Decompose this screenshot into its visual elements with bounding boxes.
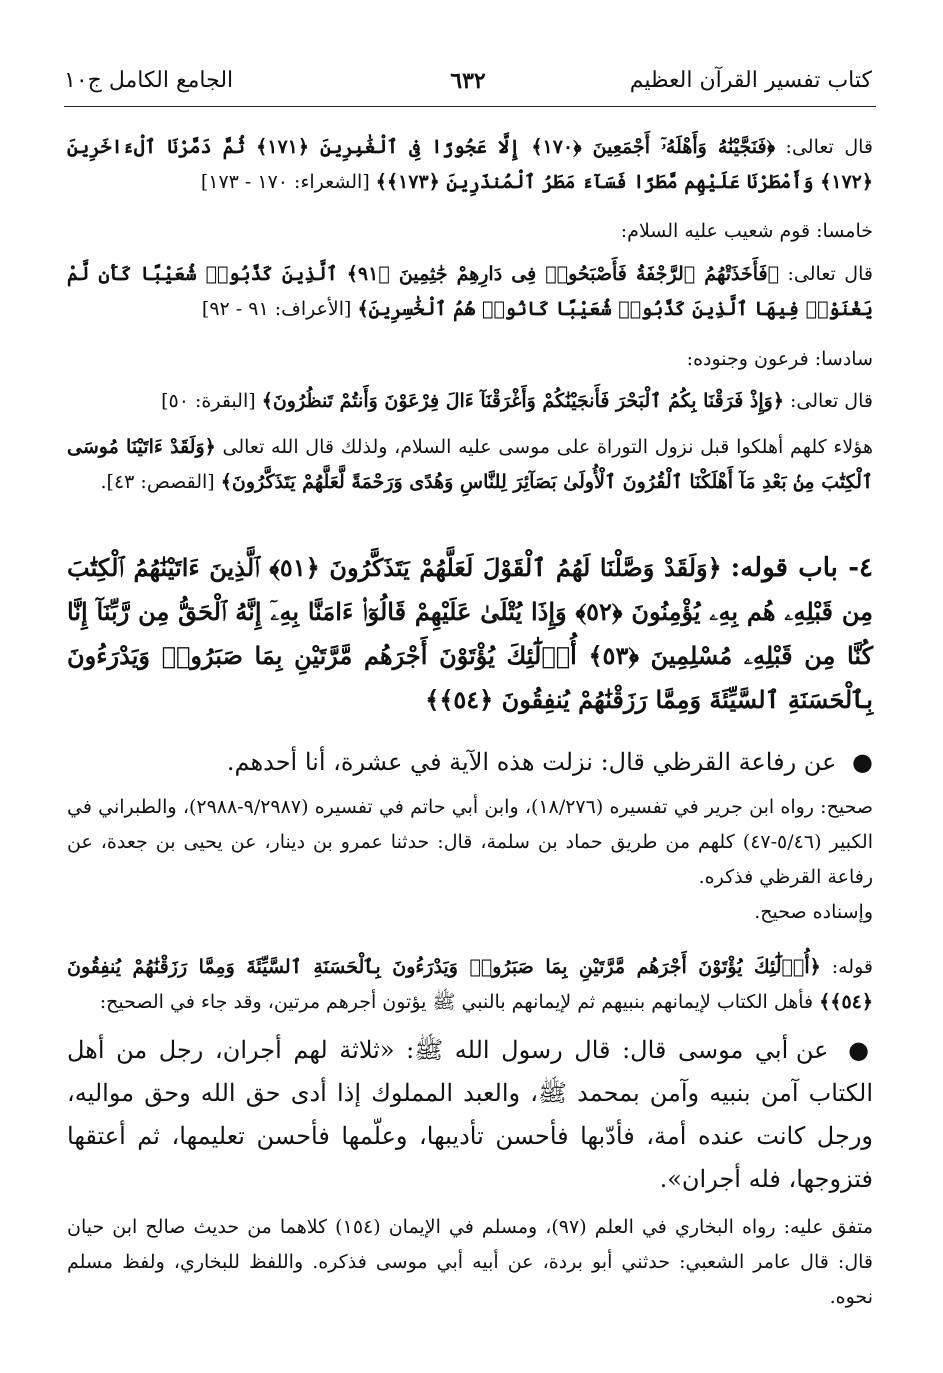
takhrij-text: متفق عليه: رواه البخاري في العلم (٩٧)، ومسلم في الإيمان (١٥٤) كلاهما من حديث صالح ابن حيان قال: قال عامر الشعبي: حدثني أبو بردة، عن أبيه أبي موسى فذكره. واللفظ للبخاري، ولفظ مسلم نحوه. xyxy=(67,1216,873,1308)
verse-reference: [الشعراء: ١٧٠ - ١٧٣] xyxy=(200,171,370,193)
section-pharaoh xyxy=(67,342,873,377)
hadith-paragraph xyxy=(67,740,873,784)
verse-paragraph xyxy=(67,257,873,327)
verse-block-lut xyxy=(67,130,873,200)
quran-quote: ﴿وَلَقَدْ وَصَّلْنَا لَهُمُ ٱلْقَوْلَ لَعَلَّهُمْ يَتَذَكَّرُونَ ﴿٥١﴾ ٱلَّذِينَ ءَاتَيْنَٰهُمُ ٱلْكِتَٰبَ مِن قَبْلِهِۦ هُم بِهِۦ يُؤْمِنُونَ ﴿٥٢﴾ وَإِذَا يُتْلَىٰ عَلَيْهِمْ قَالُوٓا۟ ءَامَنَّا بِهِۦٓ إِنَّهُ ٱلْحَقُّ مِن رَّبِّنَآ إِنَّا كُنَّا مِن قَبْلِهِۦ مُسْلِمِينَ ﴿٥٣﴾ أُو۟لَٰٓئِكَ يُؤْتَوْنَ أَجْرَهُم مَّرَّتَيْنِ بِمَا صَبَرُوا۟ وَيَدْرَءُونَ بِٱلْحَسَنَةِ ٱلسَّيِّئَةَ وَمِمَّا رَزَقْنَٰهُمْ يُنفِقُونَ ﴿٥٤﴾﴾ xyxy=(67,553,873,714)
hadith-text: عن رفاعة القرظي قال: نزلت هذه الآية في عشرة، أنا أحدهم. xyxy=(226,748,837,776)
quran-quote: ﴿فَنَجَّيْنَٰهُ وَأَهْلَهُۥٓ أَجْمَعِينَ ﴿١٧٠﴾ إِلَّا عَجُوزًا فِى ٱلْغَٰبِرِينَ ﴿١٧١﴾ ثُمَّ دَمَّرْنَا ٱلْءَاخَرِينَ ﴿١٧٢﴾ وَأَمْطَرْنَا عَلَيْهِم مَّطَرًا فَسَآءَ مَطَرُ ٱلْمُنذَرِينَ ﴿١٧٣﴾﴾ xyxy=(67,136,873,193)
section-heading: خامسا: قوم شعيب عليه السلام: xyxy=(620,220,873,242)
hadith-rifaa xyxy=(67,740,873,784)
bullet-icon: ● xyxy=(848,1035,873,1064)
quran-quote: ﴿وَلَقَدْ ءَاتَيْنَا مُوسَى ٱلْكِتَٰبَ مِنۢ بَعْدِ مَآ أَهْلَكْنَا ٱلْقُرُونَ ٱلْأُولَىٰ بَصَآئِرَ لِلنَّاسِ وَهُدًى وَرَحْمَةً لَّعَلَّهُمْ يَتَذَكَّرُونَ﴾ xyxy=(67,436,873,493)
pharaoh-commentary xyxy=(67,430,873,500)
chapter-4-block xyxy=(67,546,873,722)
hadith-text: عن أبي موسى قال: قال رسول الله ﷺ: «ثلاثة لهم أجران، رجل من أهل الكتاب آمن بنبيه وآمن بمحمد ﷺ، والعبد المملوك إذا أدى حق الله وحق مواليه، ورجل كانت عنده أمة، فأدّبها فأحسن تأديبها، وعلّمها فأحسن تعليمها، ثم أعتقها فتزوجها، فله أجران». xyxy=(67,1036,873,1193)
verse-54-commentary xyxy=(67,950,873,1020)
quran-quote: ﴿وَإِذْ فَرَقْنَا بِكُمُ ٱلْبَحْرَ فَأَنجَيْنَٰكُمْ وَأَغْرَقْنَآ ءَالَ فِرْعَوْنَ وَأَنتُمْ تَنظُرُونَ﴾ xyxy=(261,390,784,412)
verse-reference: [البقرة: ٥٠] xyxy=(161,390,256,412)
quran-quote: ﴿فَأَخَذَتْهُمُ ٱلرَّجْفَةُ فَأَصْبَحُوا۟ فِى دَارِهِمْ جَٰثِمِينَ ﴿٩١﴾ ٱلَّذِينَ كَذَّبُوا۟ شُعَيْبًا كَأَن لَّمْ يَغْنَوْا۟ فِيهَا ٱلَّذِينَ كَذَّبُوا۟ شُعَيْبًا كَانُوا۟ هُمُ ٱلْخَٰسِرِينَ﴾ xyxy=(67,263,873,320)
section-shuayb xyxy=(67,214,873,249)
takhrij-text: صحيح: رواه ابن جرير في تفسيره (١٨/٢٧٦)، وابن أبي حاتم في تفسيره (٩/٢٩٨٧-٢٩٨٨)، والطبراني في الكبير (٥/٤٦-٤٧) كلهم من طريق حماد بن سلمة، قال: حدثنا عمرو بن دينار، عن يحيى بن جعدة، عن رفاعة القرظي فذكره. xyxy=(67,796,873,888)
hadith-abu-musa xyxy=(67,1028,873,1201)
commentary-paragraph xyxy=(67,430,873,500)
verse-intro: قال تعالى: xyxy=(790,390,873,412)
page-header xyxy=(64,62,872,102)
bullet-icon: ● xyxy=(852,747,873,776)
commentary-text: فأهل الكتاب لإيمانهم بنبيهم ثم لإيمانهم بالنبي ﷺ يؤتون أجرهم مرتين، وقد جاء في الصحيح: xyxy=(99,991,814,1013)
book-title: كتاب تفسير القرآن العظيم xyxy=(629,68,872,93)
verse-block-pharaoh xyxy=(67,384,873,419)
section-heading: سادسا: فرعون وجنوده: xyxy=(686,348,873,370)
commentary-paragraph xyxy=(67,950,873,1020)
commentary-intro: قوله: xyxy=(831,956,873,978)
verse-intro: قال تعالى: xyxy=(787,263,873,285)
takhrij-rifaa xyxy=(67,790,873,930)
commentary-text: هؤلاء كلهم أهلكوا قبل نزول التوراة على موسى عليه السلام، ولذلك قال الله تعالى xyxy=(222,436,874,458)
volume-label: الجامع الكامل ج١٠ xyxy=(64,68,234,93)
verse-paragraph xyxy=(67,384,873,419)
takhrij-abu-musa xyxy=(67,1210,873,1315)
verse-paragraph xyxy=(67,130,873,200)
verse-block-shuayb xyxy=(67,257,873,327)
isnad-grade: وإسناده صحيح. xyxy=(754,901,873,923)
hadith-paragraph xyxy=(67,1028,873,1201)
chapter-title: ٤- باب قوله: xyxy=(730,553,873,583)
chapter-paragraph xyxy=(67,546,873,722)
quran-quote: ﴿أُو۟لَٰٓئِكَ يُؤْتَوْنَ أَجْرَهُم مَّرَّتَيْنِ بِمَا صَبَرُوا۟ وَيَدْرَءُونَ بِٱلْحَسَنَةِ ٱلسَّيِّئَةَ وَمِمَّا رَزَقْنَٰهُمْ يُنفِقُونَ ﴿٥٤﴾﴾ xyxy=(67,956,873,1013)
verse-intro: قال تعالى: xyxy=(785,136,873,158)
verse-reference: [الأعراف: ٩١ - ٩٢] xyxy=(201,298,352,320)
header-divider xyxy=(64,106,876,107)
page-number: ٦٣٢ xyxy=(450,68,486,94)
verse-reference: [القصص: ٤٣]. xyxy=(100,471,215,493)
